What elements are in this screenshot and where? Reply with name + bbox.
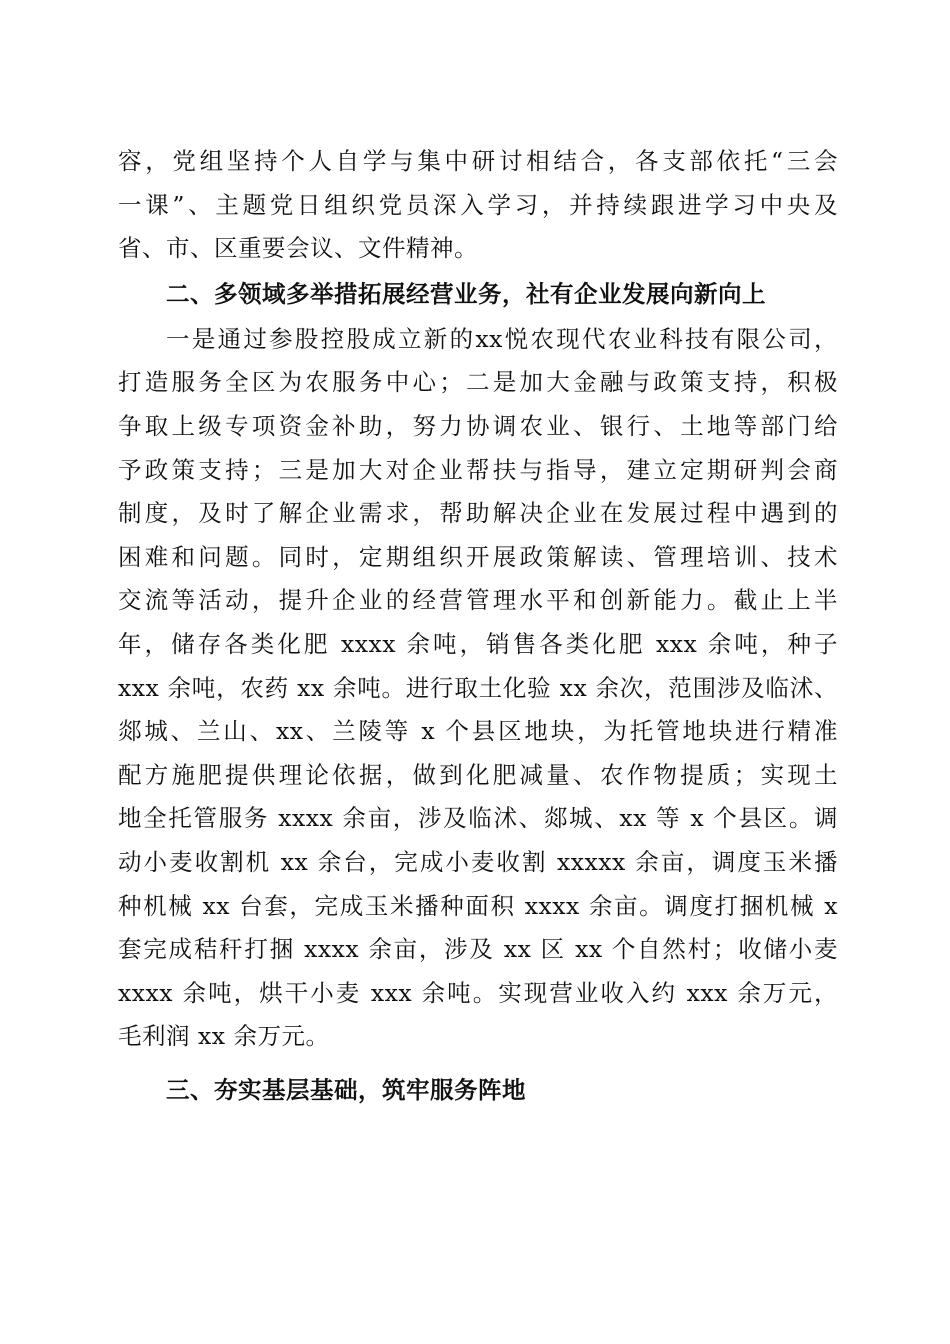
document-page bbox=[118, 140, 838, 1114]
paragraph-line: 一是通过参股控股成立新的xx悦农现代农业科技有限公司， bbox=[166, 324, 838, 353]
paragraph-line: 省、市、区重要会议、文件精神。 bbox=[118, 234, 478, 263]
paragraph-line: 套完成秸秆打捆 xxxx 余亩，涉及 xx 区 xx 个自然村；收储小麦 bbox=[118, 935, 838, 964]
paragraph-line: 困难和问题。同时，定期组织开展政策解读、管理培训、技术 bbox=[118, 542, 838, 571]
paragraph-line: 制度，及时了解企业需求，帮助解决企业在发展过程中遇到的 bbox=[118, 499, 838, 528]
paragraph-line: 种机械 xx 台套，完成玉米播种面积 xxxx 余亩。调度打捆机械 x bbox=[118, 891, 838, 920]
paragraph-line: xxx 余吨，农药 xx 余吨。进行取土化验 xx 余次，范围涉及临沭、 bbox=[118, 673, 838, 702]
paragraph-line: xxxx 余吨，烘干小麦 xxx 余吨。实现营业收入约 xxx 余万元， bbox=[118, 978, 838, 1007]
section-heading-2: 二、多领域多举措拓展经营业务，社有企业发展向新向上 bbox=[166, 279, 766, 308]
paragraph-line: 动小麦收割机 xx 余台，完成小麦收割 xxxxx 余亩，调度玉米播 bbox=[118, 847, 838, 876]
paragraph-line: 容，党组坚持个人自学与集中研讨相结合，各支部依托“三会 bbox=[118, 147, 838, 175]
paragraph-line: 争取上级专项资金补助，努力协调农业、银行、土地等部门给 bbox=[118, 411, 838, 440]
paragraph-line: 打造服务全区为农服务中心；二是加大金融与政策支持，积极 bbox=[118, 368, 838, 397]
paragraph-line: 配方施肥提供理论依据，做到化肥减量、农作物提质；实现土 bbox=[118, 760, 838, 789]
paragraph-line: 郯城、兰山、xx、兰陵等 x 个县区地块，为托管地块进行精准 bbox=[118, 717, 838, 746]
paragraph-line: 一课”、主题党日组织党员深入学习，并持续跟进学习中央及 bbox=[118, 190, 838, 219]
paragraph-line: 交流等活动，提升企业的经营管理水平和创新能力。截止上半 bbox=[118, 586, 838, 615]
paragraph-line: 地全托管服务 xxxx 余亩，涉及临沭、郯城、xx 等 x 个县区。调 bbox=[118, 804, 838, 833]
paragraph-line: 毛利润 xx 余万元。 bbox=[118, 1022, 330, 1051]
paragraph-line: 年，储存各类化肥 xxxx 余吨，销售各类化肥 xxx 余吨，种子 bbox=[118, 629, 838, 658]
section-heading-3: 三、夯实基层基础，筑牢服务阵地 bbox=[166, 1075, 526, 1104]
paragraph-line: 予政策支持；三是加大对企业帮扶与指导，建立定期研判会商 bbox=[118, 455, 838, 484]
